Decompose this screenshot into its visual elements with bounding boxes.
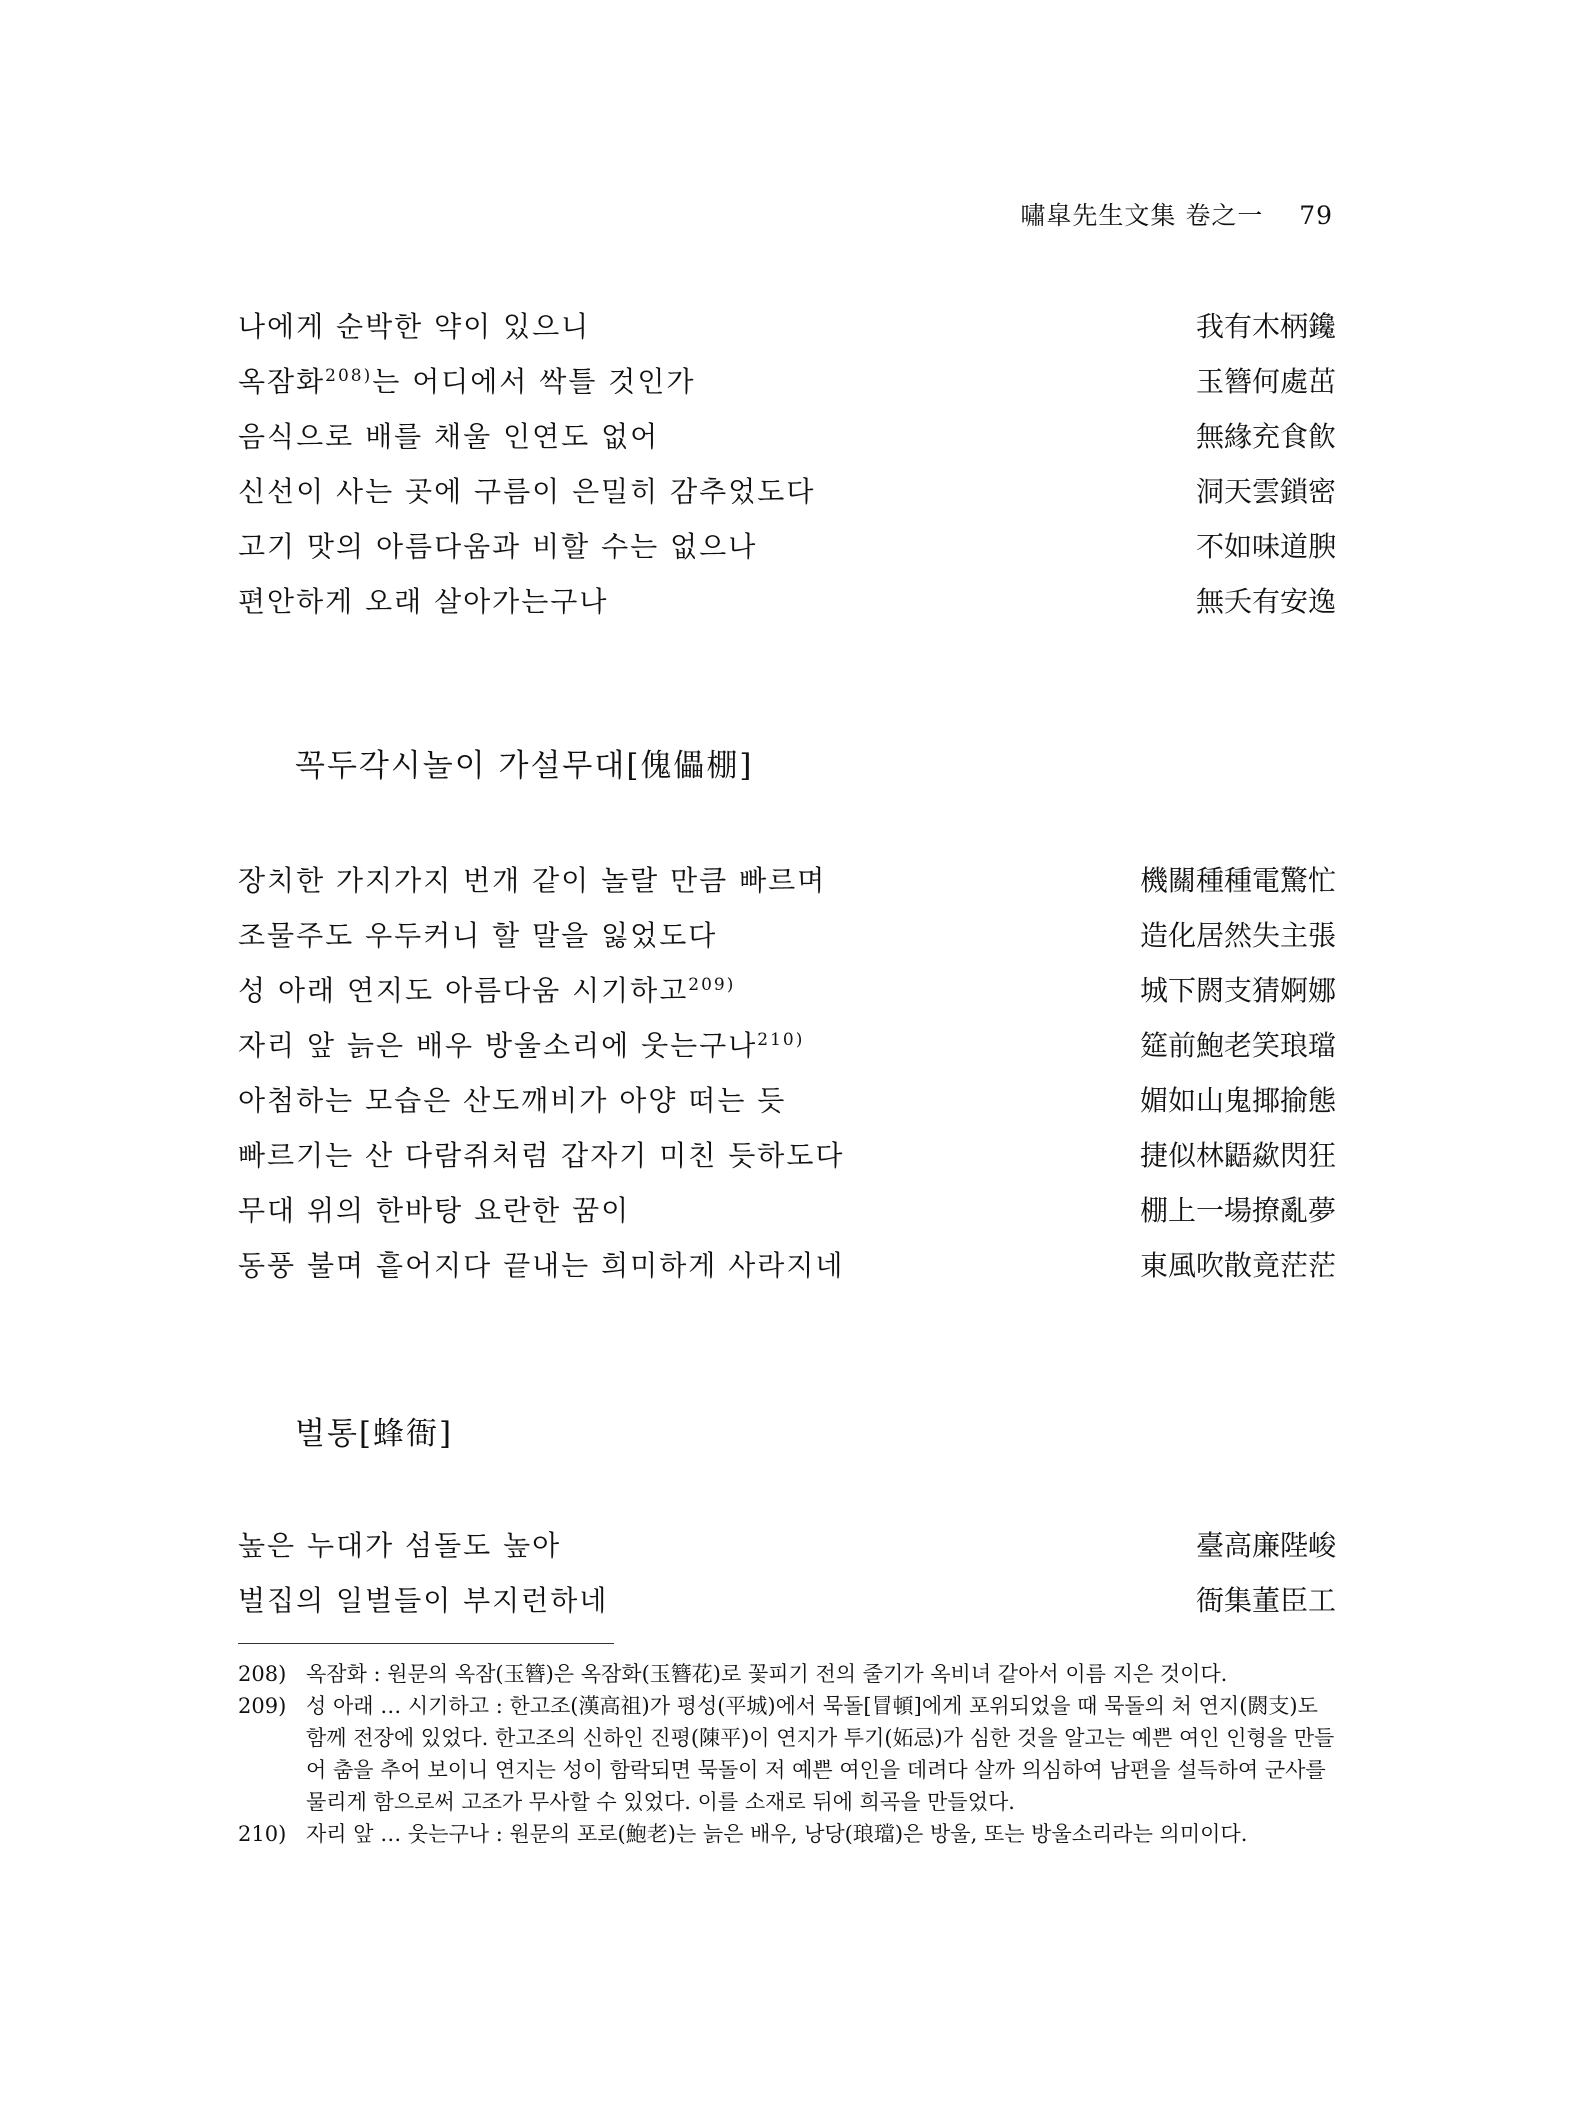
korean-translation: 빠르기는 산 다람쥐처럼 갑자기 미친 듯하도다	[238, 1139, 845, 1172]
footnote	[238, 1818, 1338, 1850]
chinese-original: 不如味道腴	[1195, 530, 1336, 563]
korean-translation: 조물주도 우두커니 할 말을 잃었도다	[238, 919, 718, 952]
korean-translation: 옥잠화$^{208)}$는 어디에서 싹틀 것인가	[238, 365, 696, 398]
verse-line	[238, 409, 1336, 464]
chinese-original: 媚如山鬼揶揄態	[1139, 1084, 1336, 1117]
korean-translation: 벌집의 일벌들이 부지런하네	[238, 1584, 609, 1617]
footnote-number: 209)	[238, 1694, 287, 1718]
verse-line	[238, 1018, 1336, 1073]
section-title: 꼭두각시놀이 가설무대[傀儡棚]	[295, 748, 754, 784]
running-header	[1020, 196, 1333, 232]
poem-continuation	[238, 299, 1336, 629]
footnote-ref: 209)	[688, 975, 736, 995]
chinese-original: 無緣充食飮	[1195, 420, 1336, 453]
chinese-original: 洞天雲鎖密	[1195, 475, 1336, 508]
chinese-original: 棚上一場撩亂夢	[1139, 1194, 1336, 1227]
verse-line	[238, 354, 1336, 409]
korean-translation: 편안하게 오래 살아가는구나	[238, 585, 609, 618]
footnote-ref: 208)	[325, 366, 373, 386]
korean-translation: 무대 위의 한바탕 요란한 꿈이	[238, 1194, 631, 1227]
verse-line	[238, 908, 1336, 963]
footnote	[238, 1658, 1338, 1690]
verse-line	[238, 963, 1336, 1018]
footnote-text: 자리 앞 … 웃는구나 : 원문의 포로(鮑老)는 늙은 배우, 낭당(琅璫)은 방울, 또는 방울소리라는 의미이다.	[306, 1822, 1248, 1846]
korean-translation: 자리 앞 늙은 배우 방울소리에 웃는구나$^{210)}$	[238, 1029, 805, 1062]
chinese-original: 玉簪何處茁	[1195, 365, 1336, 398]
footnotes	[238, 1658, 1338, 1850]
chinese-original: 捷似林鼯歘閃狂	[1139, 1139, 1336, 1172]
korean-translation: 성 아래 연지도 아름다움 시기하고$^{209)}$	[238, 974, 736, 1007]
verse-line	[238, 299, 1336, 354]
chinese-original: 造化居然失主張	[1139, 919, 1336, 952]
korean-translation: 신선이 사는 곳에 구름이 은밀히 감추었도다	[238, 475, 816, 508]
verse-line	[238, 853, 1336, 908]
verse-line	[238, 1238, 1336, 1293]
korean-translation: 장치한 가지가지 번개 같이 놀랄 만큼 빠르며	[238, 864, 827, 897]
chinese-original: 城下閼支猜婀娜	[1139, 974, 1336, 1007]
footnote-text: 성 아래 … 시기하고 : 한고조(漢高祖)가 평성(平城)에서 묵돌[冒頓]에게 포위되었을 때 묵돌의 처 연지(閼支)도 함께 전장에 있었다. 한고조의 신하인 진평(陳平)이 연지가 투기(妬忌)가 심한 것을 알고는 예쁜 여인 인형을 만들어 춤을 추어 보이니 연지는 성이 함락되면 묵돌이 저 예쁜 여인을 데려다 살까 의심하여 남편을 설득하여 군사를 물리게 함으로써 고조가 무사할 수 있었다. 이를 소재로 뒤에 희곡을 만들었다.	[306, 1694, 1335, 1814]
verse-line	[238, 1128, 1336, 1183]
verse-line	[238, 574, 1336, 629]
verse-line	[238, 1518, 1336, 1573]
verse-line	[238, 1073, 1336, 1128]
poem-beehive	[238, 1518, 1336, 1628]
chinese-original: 我有木柄鑱	[1195, 310, 1336, 343]
footnote-ref: 210)	[757, 1030, 805, 1050]
footnote	[238, 1690, 1338, 1818]
section-title: 벌통[蜂衙]	[295, 1416, 454, 1452]
chinese-original: 東風吹散竟茫茫	[1139, 1249, 1336, 1282]
footnote-number: 208)	[238, 1662, 287, 1686]
running-title: 嘯皐先生文集 卷之一	[1020, 201, 1264, 230]
footnote-divider	[238, 1643, 614, 1644]
korean-translation: 높은 누대가 섬돌도 높아	[238, 1529, 562, 1562]
korean-translation: 동풍 불며 흩어지다 끝내는 희미하게 사라지네	[238, 1249, 845, 1282]
verse-line	[238, 519, 1336, 574]
page-number: 79	[1299, 201, 1333, 230]
korean-translation: 아첨하는 모습은 산도깨비가 아양 떠는 듯	[238, 1084, 787, 1117]
verse-line	[238, 1573, 1336, 1628]
korean-translation: 나에게 순박한 약이 있으니	[238, 310, 591, 343]
chinese-original: 機關種種電驚忙	[1139, 864, 1336, 897]
verse-line	[238, 1183, 1336, 1238]
footnote-text: 옥잠화 : 원문의 옥잠(玉簪)은 옥잠화(玉簪花)로 꽃피기 전의 줄기가 옥비녀 같아서 이름 지은 것이다.	[306, 1662, 1228, 1686]
chinese-original: 臺高廉陛峻	[1195, 1529, 1336, 1562]
verse-line	[238, 464, 1336, 519]
chinese-original: 筵前鮑老笑琅璫	[1139, 1029, 1336, 1062]
poem-puppet-stage	[238, 853, 1336, 1293]
korean-translation: 음식으로 배를 채울 인연도 없어	[238, 420, 660, 453]
chinese-original: 無夭有安逸	[1195, 585, 1336, 618]
korean-translation: 고기 맛의 아름다움과 비할 수는 없으나	[238, 530, 758, 563]
chinese-original: 衙集董臣工	[1195, 1584, 1336, 1617]
footnote-number: 210)	[238, 1822, 287, 1846]
